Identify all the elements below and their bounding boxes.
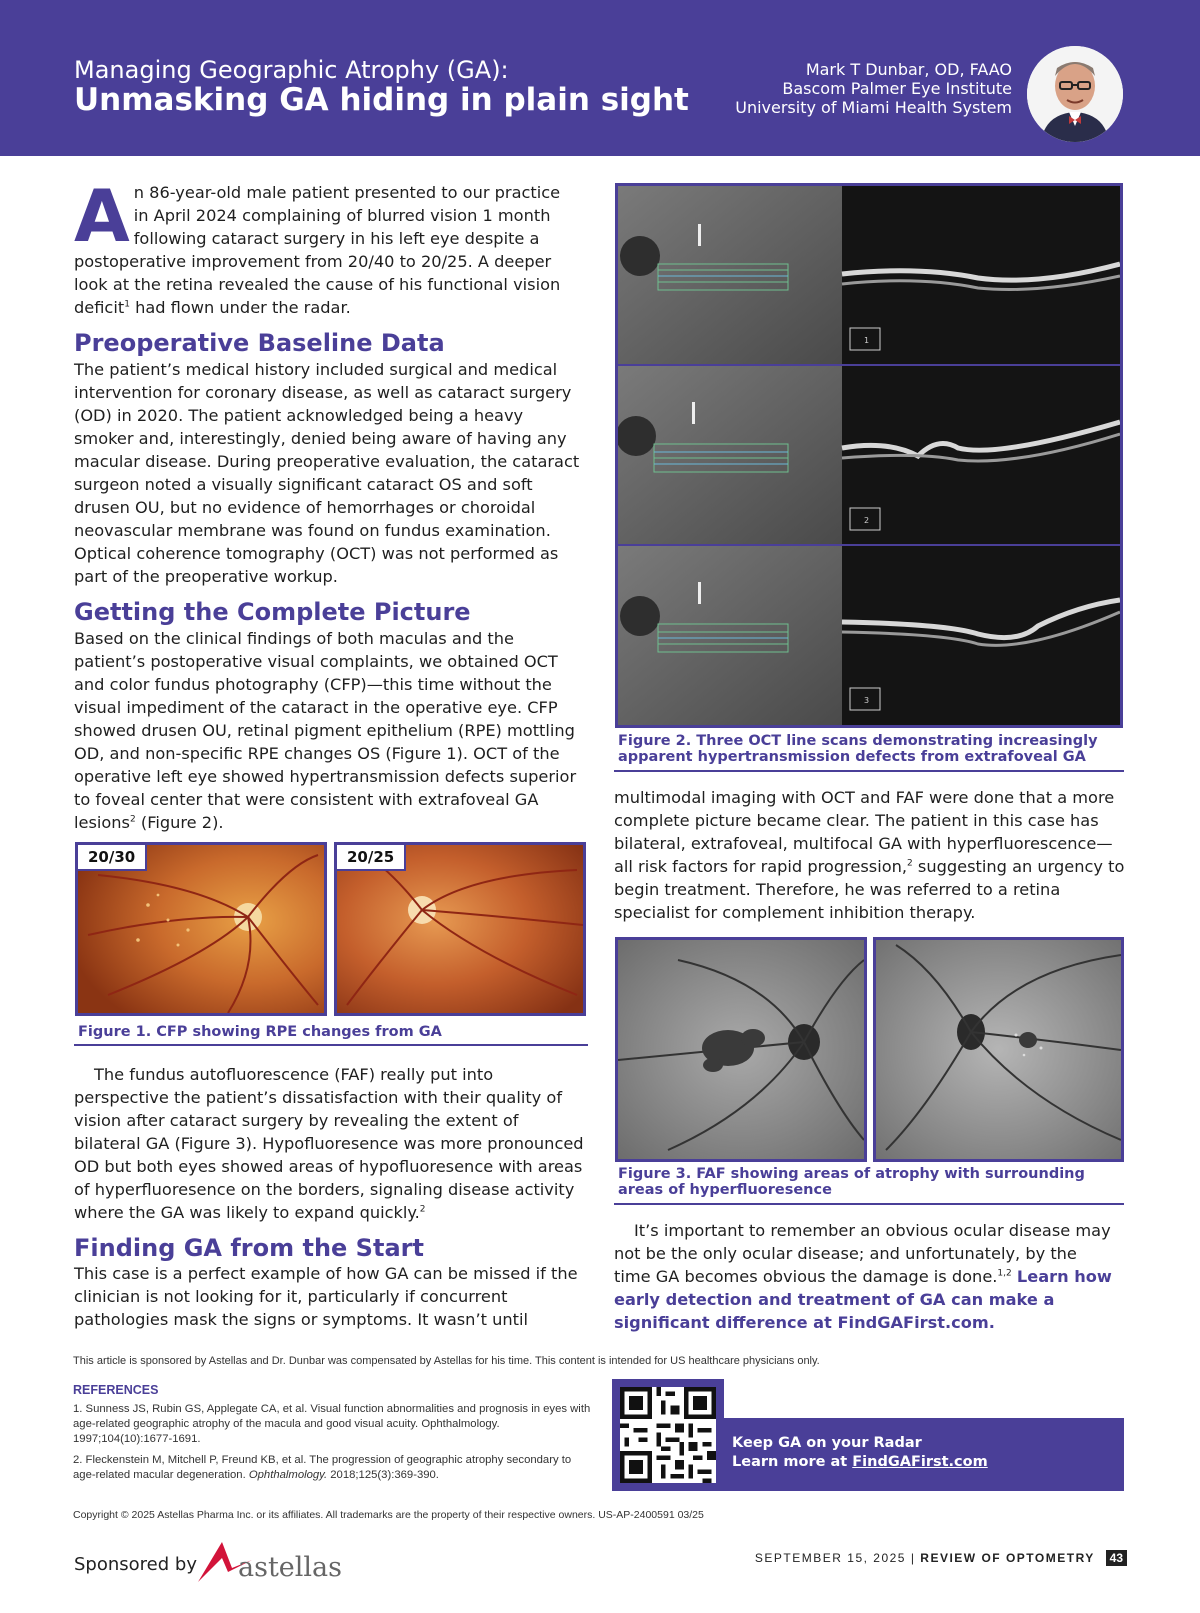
radar-prefix: Learn more at	[732, 1454, 853, 1470]
continued-text: multimodal imaging with OCT and FAF were done that a more complete picture became clear. The patient in this case has bilateral, extrafoveal, multifocal GA with hyperfluorescence—all risk factors for rapid progression,	[614, 788, 1115, 876]
heading-baseline: Preoperative Baseline Data	[74, 329, 445, 357]
qr-code-icon[interactable]	[620, 1387, 716, 1483]
citation-2c: 2	[907, 858, 913, 869]
citation-1: 1	[124, 299, 130, 310]
reference-2-citation: 2018;125(3):369-390.	[327, 1469, 439, 1481]
faf-image-left-eye	[873, 937, 1124, 1162]
reference-2-authors: 2. Fleckenstein M, Mitchell P, Freund KB, et al. The progression of geographic atrophy secondary to age-related macular degeneration.	[73, 1454, 572, 1481]
oct-scan-number-3: 3	[864, 696, 870, 705]
sponsored-by-label: Sponsored by	[74, 1554, 197, 1575]
reference-2-journal: Ophthalmology.	[248, 1469, 328, 1481]
faf-image-right-eye	[615, 937, 867, 1162]
page-folio	[755, 1550, 1127, 1566]
complete-text-end: (Figure 2).	[135, 813, 224, 832]
radar-link[interactable]: FindGAFirst.com	[852, 1454, 988, 1470]
oct-scan-figure	[615, 183, 1123, 728]
folio-date: SEPTEMBER 15, 2025 |	[754, 1551, 916, 1565]
article-title: Unmasking GA hiding in plain sight	[74, 82, 689, 118]
citation-2: 2	[130, 814, 136, 825]
visual-acuity-label-right: 20/25	[337, 845, 406, 871]
figure-1-rule	[74, 1044, 588, 1046]
cfp-image-left-eye	[334, 842, 586, 1016]
page-number: 43	[1106, 1550, 1127, 1566]
radar-callout[interactable]	[724, 1418, 1124, 1491]
references-heading: REFERENCES	[73, 1383, 159, 1397]
folio-publication: REVIEW OF OPTOMETRY	[920, 1551, 1095, 1565]
figure-1-caption: Figure 1. CFP showing RPE changes from GA	[78, 1024, 442, 1040]
paragraph-closing	[614, 1219, 1112, 1334]
figure-3-caption: Figure 3. FAF showing areas of atrophy with surrounding areas of hyperfluoresence	[618, 1166, 1085, 1198]
citation-2b: 2	[419, 1204, 426, 1215]
paragraph-continued	[614, 786, 1126, 924]
reference-1: 1. Sunness JS, Rubin GS, Applegate CA, et al. Visual function abnormalities and prognosis in eyes with age-related geographic atrophy of the macula and good visual acuity. Ophthalmology. 1997;104(10):1677-1691.	[73, 1403, 591, 1445]
continued-text-end: suggesting an urgency to begin treatment. Therefore, he was referred to a retina specialist for complement inhibition therapy.	[614, 857, 1125, 922]
figure-2-caption: Figure 2. Three OCT line scans demonstrating increasingly apparent hypertransmission defects from extrafoveal GA	[618, 733, 1098, 765]
paragraph-baseline: The patient’s medical history included surgical and medical intervention for coronary disease, as well as cataract surgery (OD) in 2020. The patient acknowledged being a heavy smoker and, interestingly, denied being aware of having any macular disease. During preoperative evaluation, the cataract surgeon noted a visually significant cataract OS and soft drusen OU, but no evidence of hemorrhages or choroidal neovascular membrane was found on fundus examination. Optical coherence tomography (OCT) was not performed as part of the preoperative workup.	[74, 360, 580, 586]
visual-acuity-label-left: 20/30	[78, 845, 147, 871]
figure-2-rule	[614, 770, 1124, 772]
author-name: Mark T Dunbar, OD, FAAO	[805, 60, 1012, 79]
oct-scan-number-2: 2	[864, 516, 870, 525]
intro-text: n 86-year-old male patient presented to our practice in April 2024 complaining of blurred vision 1 month following cataract surgery in his left eye despite a postoperative improvement from 20/40 to 20/25. A deeper look at the retina revealed the cause of his functional vision deficit	[74, 183, 561, 317]
intro-text-end: had flown under the radar.	[129, 298, 351, 317]
closing-text: It’s important to remember an obvious ocular disease may not be the only ocular disease; and unfortunately, by the time GA becomes obvious the damage is done.	[614, 1221, 1111, 1286]
intro-paragraph	[74, 174, 579, 319]
author-avatar	[1027, 46, 1123, 142]
drop-cap: A	[74, 174, 130, 258]
cfp-image-right-eye	[75, 842, 327, 1016]
references-block	[73, 1383, 593, 1489]
findgafirst-callout-link[interactable]: Learn how early detection and treatment of GA can make a significant difference at FindGAFirst.com.	[614, 1267, 1112, 1332]
oct-row-3	[618, 546, 1120, 725]
author-system: University of Miami Health System	[735, 98, 1012, 117]
author-block	[735, 60, 1012, 117]
reference-2	[73, 1453, 593, 1483]
oct-row-2	[618, 366, 1120, 544]
oct-scan-number-1: 1	[864, 336, 870, 345]
heading-finding-ga: Finding GA from the Start	[74, 1234, 424, 1262]
citation-1-2: 1,2	[997, 1268, 1012, 1279]
copyright-notice: Copyright © 2025 Astellas Pharma Inc. or its affiliates. All trademarks are the property of their respective owners. US-AP-2400591 03/25	[73, 1509, 704, 1521]
oct-row-1	[618, 186, 1120, 364]
paragraph-complete-picture	[74, 627, 590, 834]
complete-text: Based on the clinical findings of both maculas and the patient’s postoperative visual complaints, we obtained OCT and color fundus photography (CFP)—this time without the visual impediment of the cataract in the operative eye. CFP showed drusen OU, retinal pigment epithelium (RPE) mottling OD, and non-specific RPE changes OS (Figure 1). OCT of the operative left eye showed hypertransmission defects superior to foveal center that were consistent with extrafoveal GA lesions	[74, 629, 577, 832]
sponsor-disclosure: This article is sponsored by Astellas and Dr. Dunbar was compensated by Astellas for his time. This content is intended for US healthcare physicians only.	[73, 1355, 820, 1367]
paragraph-finding-ga: This case is a perfect example of how GA can be missed if the clinician is not looking for it, particularly if concurrent pathologies mask the signs or symptoms. It wasn’t until	[74, 1264, 578, 1329]
author-affiliation: Bascom Palmer Eye Institute	[782, 79, 1012, 98]
figure-3-rule	[614, 1203, 1124, 1205]
qr-code-container[interactable]	[612, 1379, 724, 1491]
article-kicker: Managing Geographic Atrophy (GA):	[74, 56, 509, 84]
radar-headline: Keep GA on your Radar	[732, 1435, 922, 1451]
heading-complete-picture: Getting the Complete Picture	[74, 598, 471, 626]
faf-text: The fundus autofluorescence (FAF) really put into perspective the patient’s dissatisfaction with their quality of vision after cataract surgery by revealing the extent of bilateral GA (Figure 3). Hypofluoresence was more pronounced OD but both eyes showed areas of hypofluoresence with areas of hyperfluoresence on the borders, signaling disease activity where the GA was likely to expand quickly.	[74, 1065, 584, 1222]
page-header	[0, 0, 1200, 156]
radar-subline	[732, 1453, 1124, 1472]
astellas-wordmark: astellas	[238, 1552, 343, 1583]
paragraph-faf	[74, 1063, 590, 1224]
